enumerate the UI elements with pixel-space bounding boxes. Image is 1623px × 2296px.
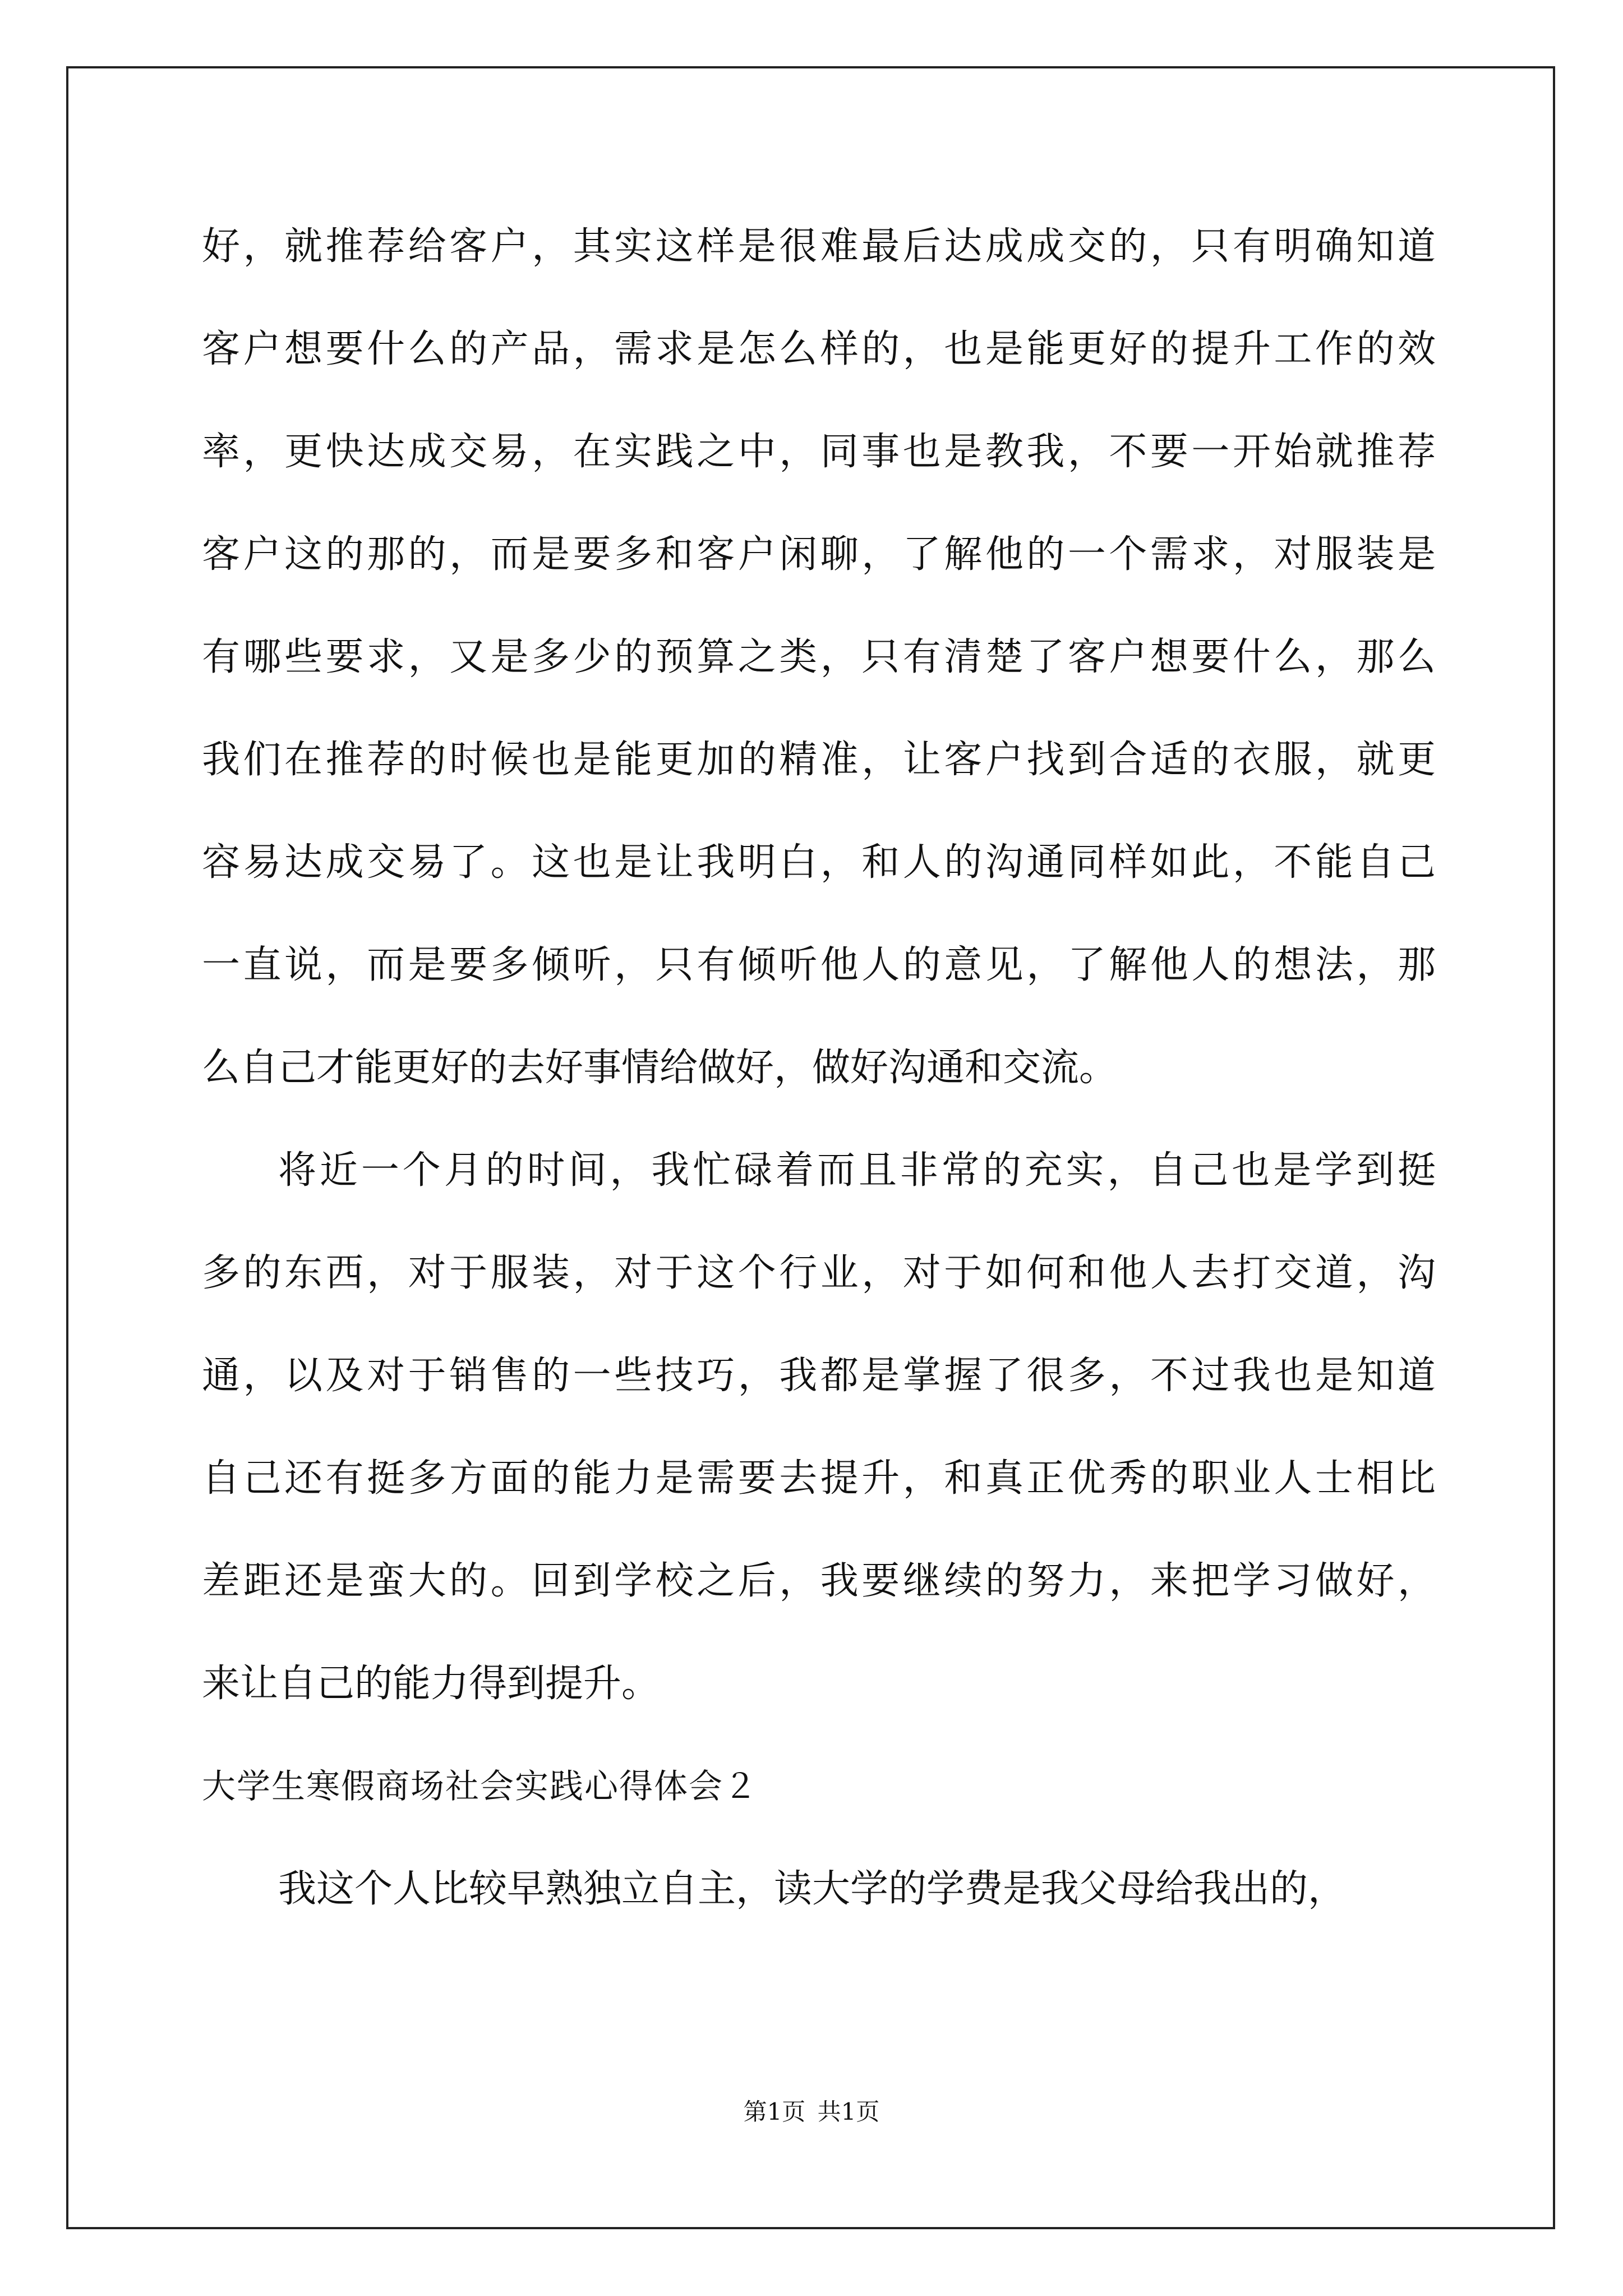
text-line: 多的东西，对于服装，对于这个行业，对于如何和他人去打交道，沟 (202, 1251, 1436, 1295)
text-line: 好，就推荐给客户，其实这样是很难最后达成成交的，只有明确知道 (202, 224, 1436, 269)
text-line: 客户这的那的，而是要多和客户闲聊，了解他的一个需求，对服装是 (202, 532, 1436, 577)
section-heading: 大学生寒假商场社会实践心得体会２ (202, 1767, 758, 1806)
page-total: 共1页 (817, 2098, 880, 2125)
text-line: 一直说，而是要多倾听，只有倾听他人的意见，了解他人的想法，那 (202, 943, 1436, 987)
text-line: 客户想要什么的产品，需求是怎么样的，也是能更好的提升工作的效 (202, 327, 1436, 371)
paragraph-3 (202, 1856, 1436, 1958)
document-body (202, 213, 1436, 1958)
text-line: 来让自己的能力得到提升。 (202, 1662, 660, 1706)
text-line: 有哪些要求，又是多少的预算之类，只有清楚了客户想要什么，那么 (202, 635, 1436, 679)
text-line: 将近一个月的时间，我忙碌着而且非常的充实，自己也是学到挺 (278, 1148, 1436, 1193)
text-line: 率，更快达成交易，在实践之中，同事也是教我，不要一开始就推荐 (202, 430, 1436, 474)
text-line: 通，以及对于销售的一些技巧，我都是掌握了很多，不过我也是知道 (202, 1354, 1436, 1398)
page-number: 第1页 (743, 2098, 806, 2125)
text-line: 容易达成交易了。这也是让我明白，和人的沟通同样如此，不能自己 (202, 840, 1436, 885)
text-line: 我们在推荐的时候也是能更加的精准，让客户找到合适的衣服，就更 (202, 738, 1436, 782)
paragraph-1 (202, 213, 1436, 1137)
text-line: 我这个人比较早熟独立自主，读大学的学费是我父母给我出的， (278, 1867, 1347, 1911)
text-line: 差距还是蛮大的。回到学校之后，我要继续的努力，来把学习做好， (202, 1559, 1436, 1603)
page-footer (0, 2095, 1623, 2129)
text-line: 自己还有挺多方面的能力是需要去提升，和真正优秀的职业人士相比 (202, 1456, 1436, 1501)
text-line: 么自己才能更好的去好事情给做好，做好沟通和交流。 (202, 1046, 1118, 1090)
paragraph-2 (202, 1137, 1436, 1753)
